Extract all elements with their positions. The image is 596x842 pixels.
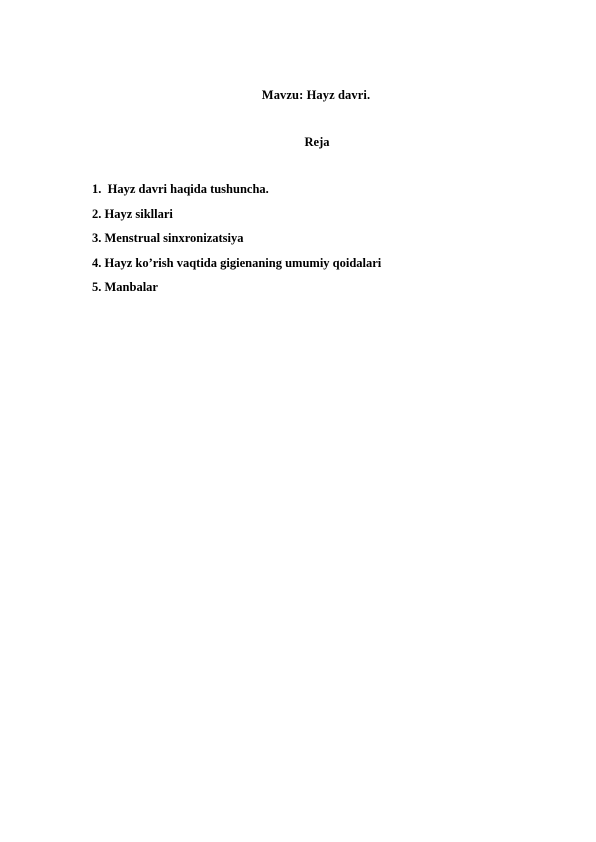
plan-item-3: 3. Menstrual sinxronizatsiya	[92, 231, 244, 245]
plan-list	[92, 181, 381, 304]
document-title	[0, 88, 596, 103]
plan-heading-text: Reja	[304, 135, 330, 149]
plan-item-5: 5. Manbalar	[92, 280, 158, 294]
plan-item-2: 2. Hayz sikllari	[92, 206, 173, 221]
plan-item-1: 1. Hayz davri haqida tushuncha.	[92, 182, 269, 196]
plan-item-4: 4. Hayz ko’rish vaqtida gigienaning umumiy qoidalari	[92, 255, 382, 270]
plan-heading	[0, 135, 596, 150]
document-title-text: Mavzu: Hayz davri.	[261, 88, 371, 102]
